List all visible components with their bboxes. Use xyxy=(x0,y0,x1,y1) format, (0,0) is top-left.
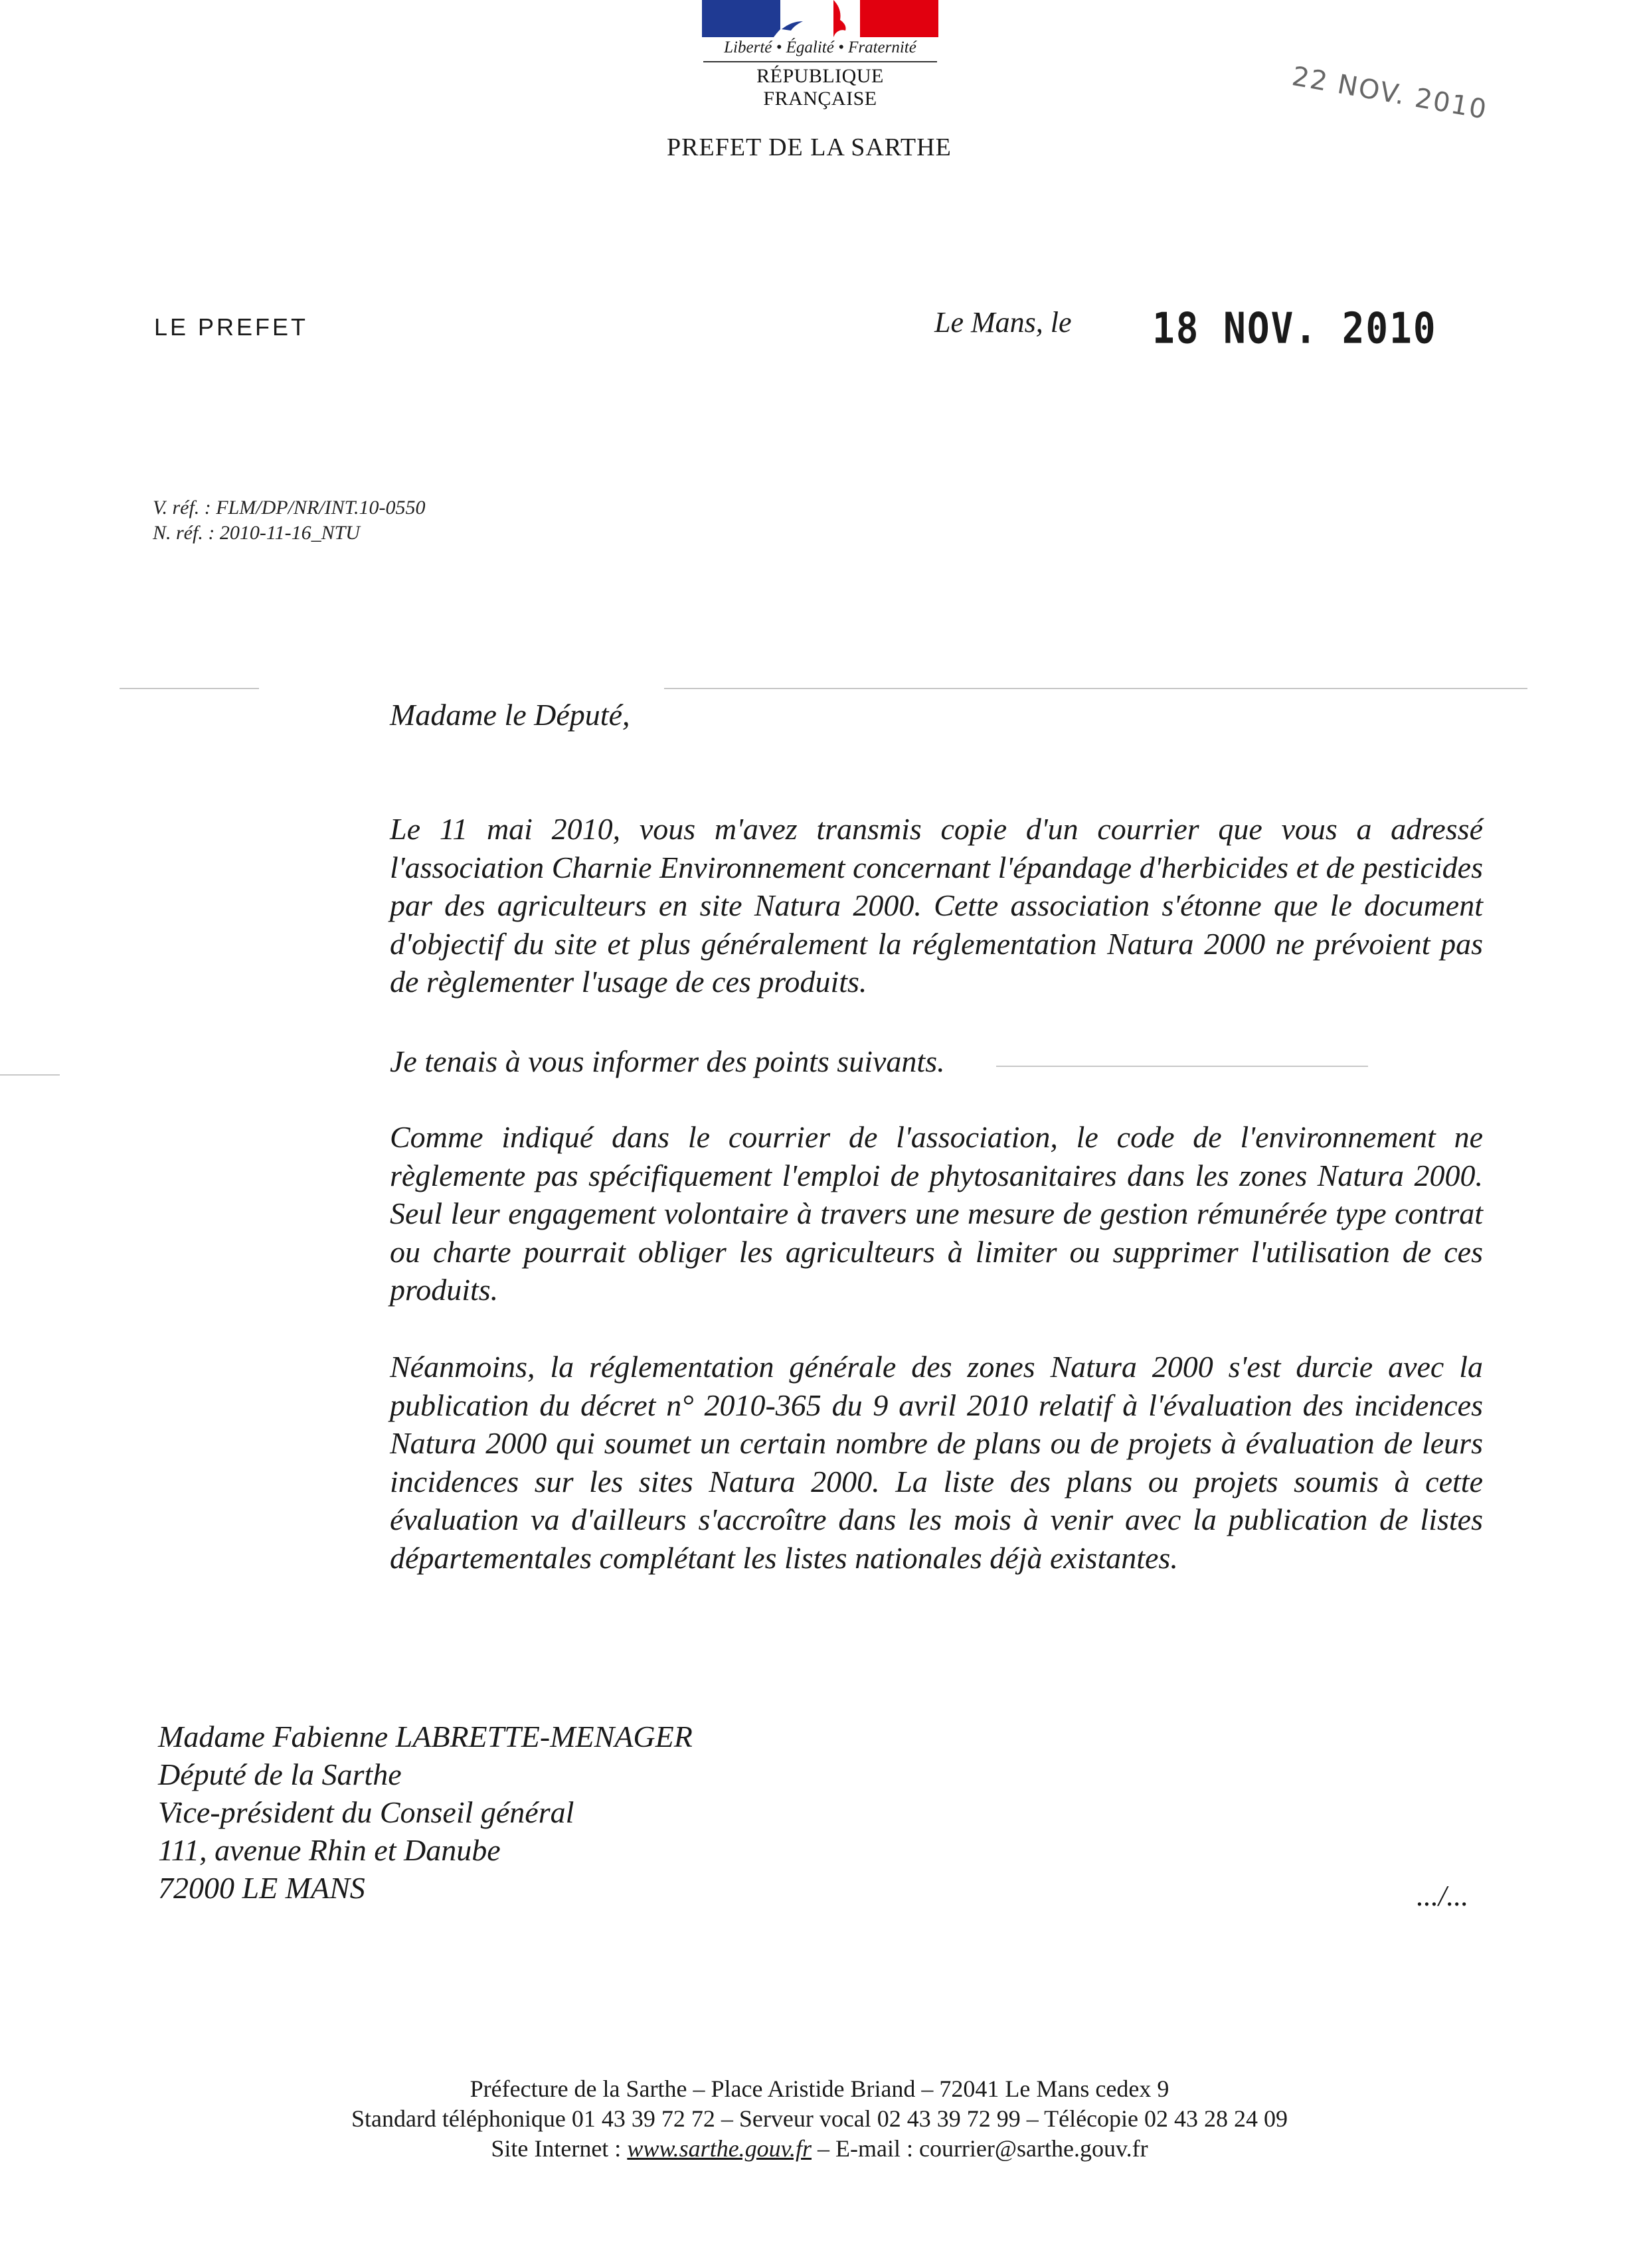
addressee-line: 72000 LE MANS xyxy=(158,1871,365,1905)
republic-motto: Liberté • Égalité • Fraternité xyxy=(724,39,916,56)
letter-paragraph: Comme indiqué dans le courrier de l'association, le code de l'environnement ne règlemente pas spécifiquement l'emploi de phytosanitaires dans les zones Natura 2000. Seul leur engagement volontaire à travers une mesure de gestion rémunérée type contrat ou charte pourrait obliger les agriculteurs à limiter ou supprimer l'utilisation de ces produits. xyxy=(390,1120,1483,1307)
scan-artifact-line xyxy=(0,1074,60,1076)
our-reference: N. réf. : 2010-11-16_NTU xyxy=(153,522,360,544)
letter-paragraph: Je tenais à vous informer des points suivants. xyxy=(390,1044,945,1078)
letter-place: Le Mans, le xyxy=(934,306,1072,339)
addressee-line: Député de la Sarthe xyxy=(158,1757,402,1791)
reception-date-stamp: 22 NOV. 2010 xyxy=(1290,61,1490,126)
footer-site-label: Site Internet : xyxy=(491,2135,628,2162)
addressee-line: 111, avenue Rhin et Danube xyxy=(158,1833,501,1867)
prefecture-header: PREFET DE LA SARTHE xyxy=(667,133,952,161)
addressee-line: Vice-président du Conseil général xyxy=(158,1795,574,1829)
scan-artifact-line xyxy=(664,688,1527,689)
letter-date-stamp: 18 NOV. 2010 xyxy=(1152,304,1437,354)
letter-paragraph: Le 11 mai 2010, vous m'avez transmis copie d'un courrier que vous a adressé l'association Charnie Environnement concernant l'épandage d'herbicides et de pesticides par des agriculteurs en site Natura 2000. Cette association s'étonne que le document d'objectif du site et plus généralement la réglementation Natura 2000 ne prévoient pas de règlementer l'usage de ces produits. xyxy=(390,812,1483,999)
republic-name: RÉPUBLIQUE FRANÇAISE xyxy=(756,65,884,110)
republique-francaise-logo xyxy=(702,0,938,110)
letter-paragraph: Néanmoins, la réglementation générale des zones Natura 2000 s'est durcie avec la publication du décret n° 2010-365 du 9 avril 2010 relatif à l'évaluation des incidences Natura 2000 qui soumet un certain nombre de plans ou de projets à évaluation de leurs incidences sur les sites Natura 2000. La liste des plans ou projets soumis à cette évaluation va d'ailleurs s'accroître dans les mois à venir avec la publication de listes départementales complétant les listes nationales déjà existantes. xyxy=(390,1350,1483,1575)
marianne-icon xyxy=(755,0,881,37)
addressee-line: Madame Fabienne LABRETTE-MENAGER xyxy=(158,1720,693,1753)
footer-phones: Standard téléphonique 01 43 39 72 72 – Serveur vocal 02 43 39 72 99 – Télécopie 02 43 28 24 09 xyxy=(351,2105,1288,2132)
continuation-mark: .../... xyxy=(1417,1880,1469,1912)
addressee-block xyxy=(158,1718,693,1907)
letter-footer xyxy=(0,2074,1639,2164)
footer-address: Préfecture de la Sarthe – Place Aristide Briand – 72041 Le Mans cedex 9 xyxy=(470,2075,1169,2102)
website-link[interactable]: www.sarthe.gouv.fr xyxy=(627,2135,812,2162)
sender-title: LE PREFET xyxy=(154,313,309,341)
footer-email: – E-mail : courrier@sarthe.gouv.fr xyxy=(812,2135,1148,2162)
salutation: Madame le Député, xyxy=(390,698,630,732)
your-reference: V. réf. : FLM/DP/NR/INT.10-0550 xyxy=(153,497,426,519)
scan-artifact-line xyxy=(120,688,259,689)
footer-web xyxy=(0,2134,1639,2164)
logo-divider xyxy=(703,61,937,62)
